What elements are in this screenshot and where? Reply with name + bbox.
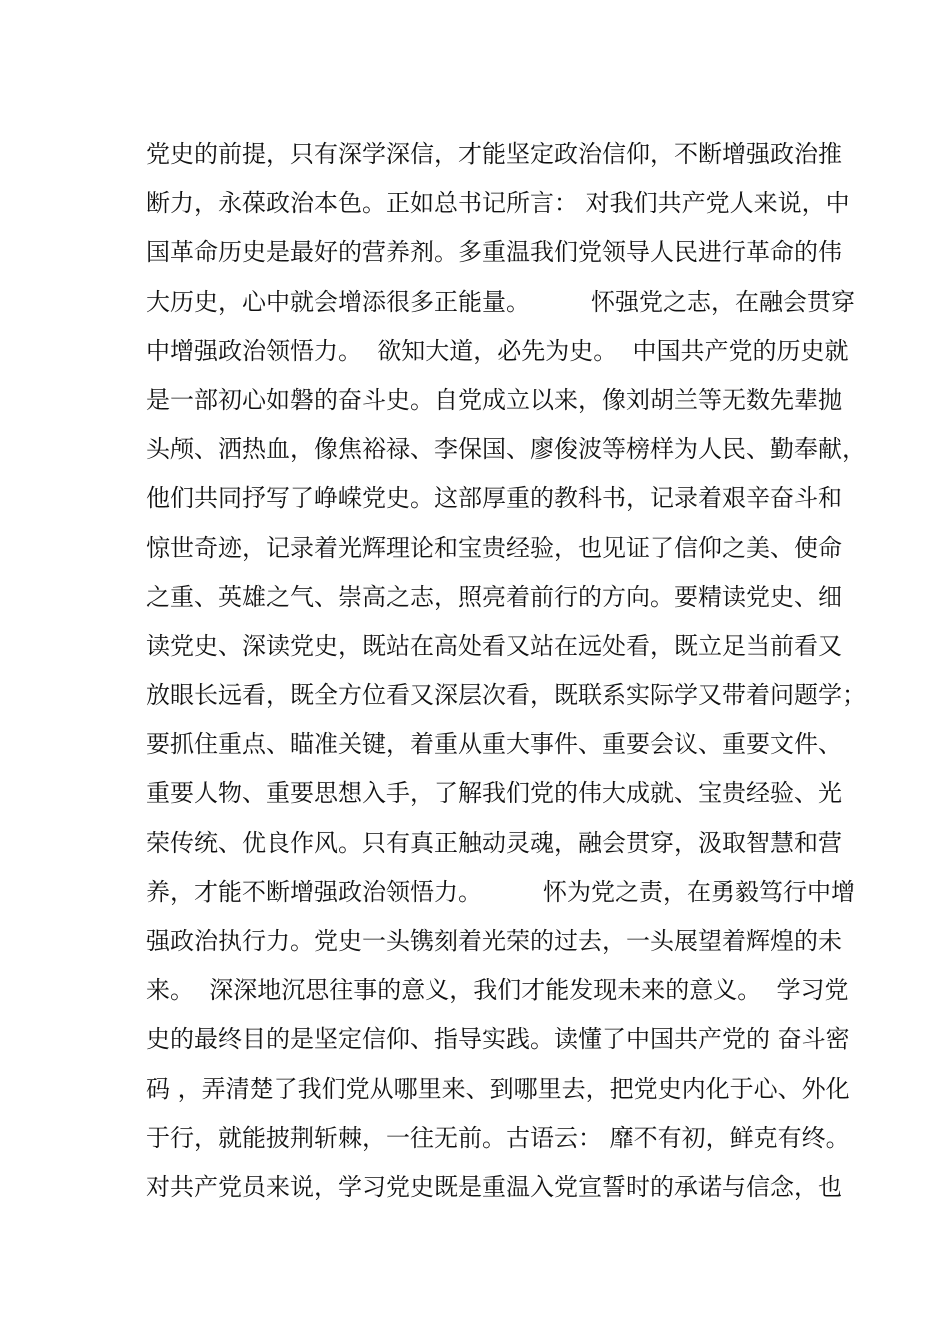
text-line: 养，才能不断增强政治领悟力。 怀为党之责，在勇毅笃行中增 [146,877,856,906]
text-line: 断力，永葆政治本色。正如总书记所言： 对我们共产党人来说，中 [146,189,850,218]
text-line: 荣传统、优良作风。只有真正触动灵魂，融会贯穿，汲取智慧和营 [146,828,842,857]
text-line: 惊世奇迹，记录着光辉理论和宝贵经验，也见证了信仰之美、使命 [146,533,842,562]
text-line: 中增强政治领悟力。 欲知大道，必先为史。 中国共产党的历史就 [146,336,849,365]
text-line: 之重、英雄之气、崇高之志，照亮着前行的方向。要精读党史、细 [146,582,842,611]
text-line: 大历史，心中就会增添很多正能量。 怀强党之志，在融会贯穿 [146,287,856,316]
text-line: 头颅、洒热血，像焦裕禄、李保国、廖俊波等榜样为人民、勤奉献， [146,435,866,464]
text-line: 党史的前提，只有深学深信，才能坚定政治信仰，不断增强政治推 [146,140,842,168]
text-line: 要抓住重点、瞄准关键，着重从重大事件、重要会议、重要文件、 [146,730,842,759]
text-line: 史的最终目的是坚定信仰、指导实践。读懂了中国共产党的 奋斗密 [146,1025,850,1054]
text-line: 他们共同抒写了峥嵘党史。这部厚重的教科书，记录着艰辛奋斗和 [146,484,842,513]
text-line: 放眼长远看，既全方位看又深层次看，既联系实际学又带着问题学； [146,681,866,710]
text-line: 强政治执行力。党史一头镌刻着光荣的过去，一头展望着辉煌的未 [146,927,842,955]
text-line: 是一部初心如磐的奋斗史。自党成立以来，像刘胡兰等无数先辈抛 [146,385,842,414]
text-line: 来。 深深地沉思往事的意义，我们才能发现未来的意义。 学习党 [146,976,849,1005]
text-line: 码 ，弄清楚了我们党从哪里来、到哪里去，把党史内化于心、外化 [146,1074,850,1103]
text-line: 读党史、深读党史，既站在高处看又站在远处看，既立足当前看又 [146,631,842,660]
body-text [146,130,866,1212]
text-line: 国革命历史是最好的营养剂。多重温我们党领导人民进行革命的伟 [146,238,842,267]
text-line: 于行，就能披荆斩棘，一往无前。古语云： 靡不有初，鲜克有终。 [146,1123,850,1152]
text-line: 重要人物、重要思想入手，了解我们党的伟大成就、宝贵经验、光 [146,779,842,808]
text-line: 对共产党员来说，学习党史既是重温入党宣誓时的承诺与信念，也 [146,1172,842,1201]
